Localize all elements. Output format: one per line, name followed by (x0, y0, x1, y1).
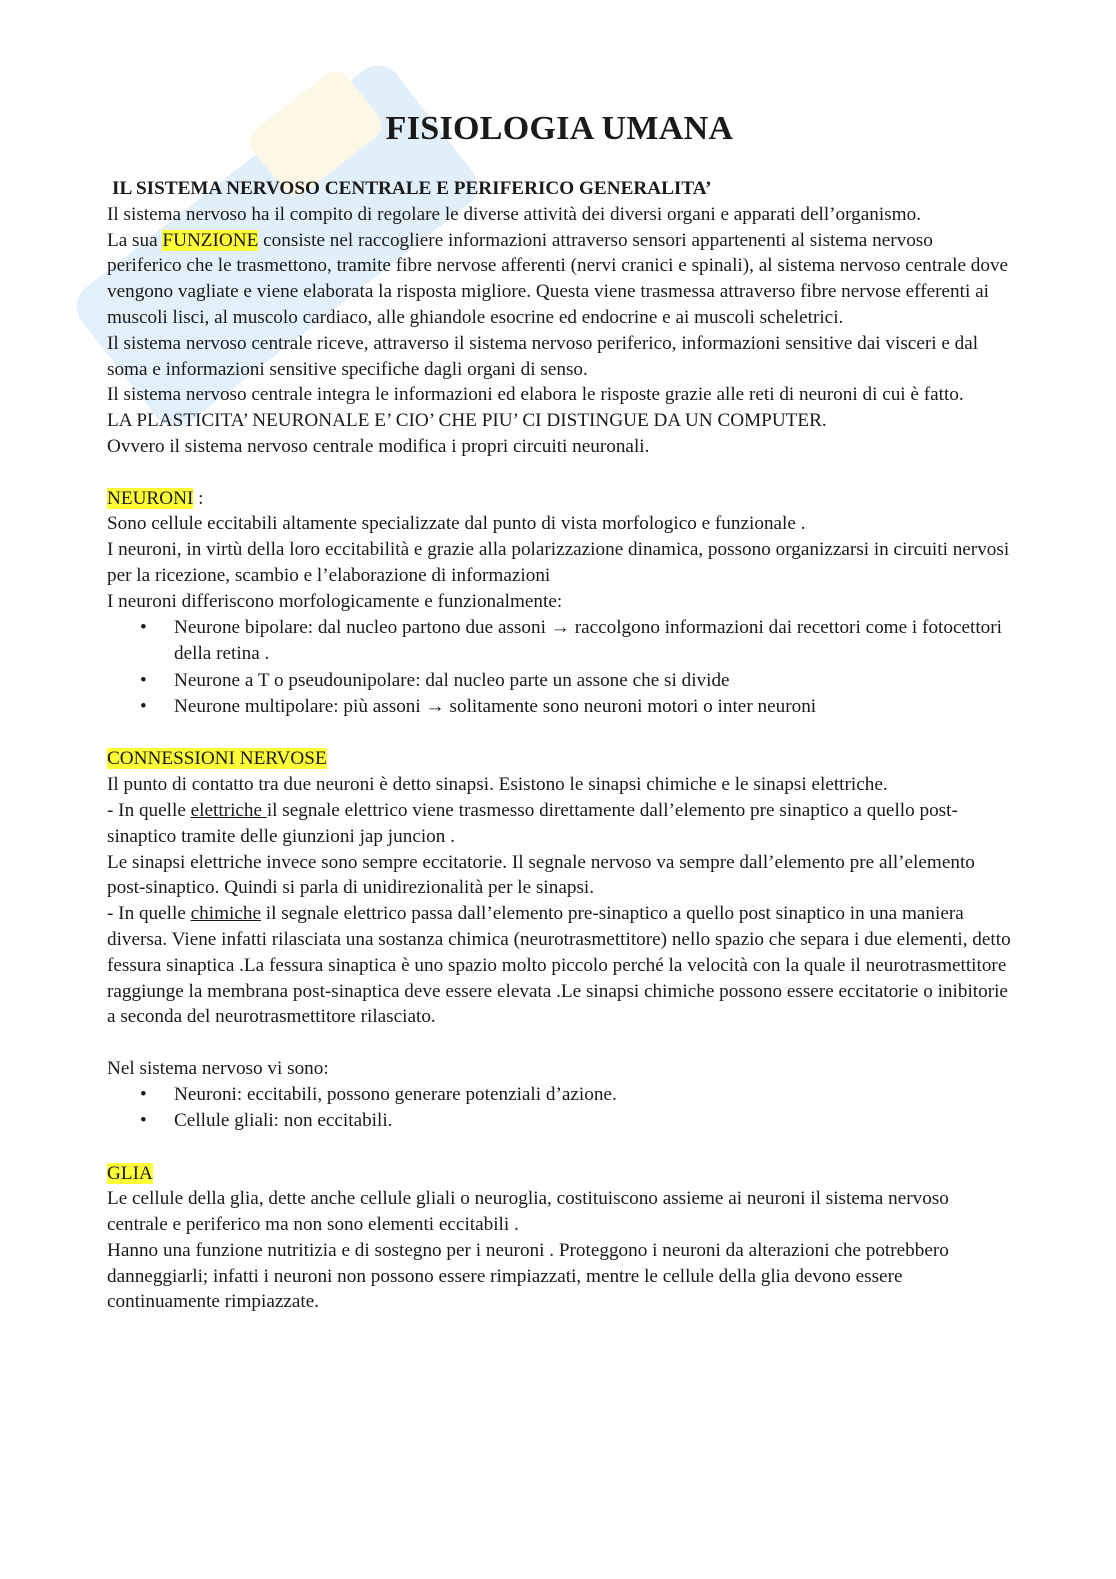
bullet-icon: • (140, 669, 147, 691)
bullet-icon: • (140, 1110, 147, 1132)
list-item: • Neurone multipolare: più assoni → solitamente sono neuroni motori o inter neuroni (107, 694, 1012, 721)
paragraph: Il punto di contatto tra due neuroni è detto sinapsi. Esistono le sinapsi chimiche e le sinapsi elettriche. (107, 774, 888, 796)
list-item: • Cellule gliali: non eccitabili. (107, 1108, 1012, 1135)
underline-elettriche: elettriche (190, 799, 267, 821)
bullet-icon: • (140, 616, 147, 638)
bullet-icon: • (140, 1083, 147, 1105)
paragraph: Ovvero il sistema nervoso centrale modifica i propri circuiti neuronali. (107, 435, 650, 457)
paragraph-chimiche: - In quelle chimiche il segnale elettrico passa dall’elemento pre-sinaptico a quello post sinaptico in una maniera diversa. Viene infatti rilasciata una sostanza chimica (neurotrasmettitore) nello spazio che separa i due elementi, detto fessura sinaptica .La fessura sinaptica è uno spazio molto piccolo perché la velocità con la quale il neurotrasmettitore raggiunge la membrana post-sinaptica deve essere elevata .Le sinapsi chimiche possono essere eccitatorie o inibitorie a seconda del neurotrasmettitore rilasciato. (107, 903, 1011, 1028)
list-item: • Neurone bipolare: dal nucleo partono due assoni → raccolgono informazioni dai recettori come i fotocettori della retina . (140, 616, 1002, 665)
paragraph-funzione: La sua FUNZIONE consiste nel raccogliere informazioni attraverso sensori appartenenti al sistema nervoso periferico che le trasmettono, tramite fibre nervose afferenti (nervi cranici e spinali), al sistema nervoso centrale dove vengono vagliate e viene elaborata la risposta migliore. Questa viene trasmessa attraverso fibre nervose efferenti ai muscoli lisci, al muscolo cardiaco, alle ghiandole esocrine ed endocrine e ai muscoli scheletrici. (107, 229, 1009, 328)
paragraph: Nel sistema nervoso vi sono: (107, 1057, 329, 1079)
paragraph: Sono cellule eccitabili altamente specializzate dal punto di vista morfologico e funzionale . (107, 513, 806, 535)
paragraph: Hanno una funzione nutritizia e di sostegno per i neuroni . Proteggono i neuroni da alterazioni che potrebbero danneggiarli; infatti i neuroni non possono essere rimpiazzati, mentre le cellule della glia devono essere continuamente rimpiazzate. (107, 1239, 949, 1313)
document-body (107, 176, 1012, 1315)
highlight-funzione: FUNZIONE (162, 229, 259, 251)
section-heading-generalita: IL SISTEMA NERVOSO CENTRALE E PERIFERICO GENERALITA’ (112, 178, 712, 199)
paragraph-elettriche: - In quelle elettriche il segnale elettrico viene trasmesso direttamente dall’elemento pre sinaptico a quello post-sinaptico tramite delle giunzioni jap juncion . (107, 799, 958, 847)
paragraph: I neuroni differiscono morfologicamente e funzionalmente: (107, 590, 563, 612)
paragraph: Il sistema nervoso ha il compito di regolare le diverse attività dei diversi organi e apparati dell’organismo. (107, 203, 921, 225)
paragraph: Il sistema nervoso centrale riceve, attraverso il sistema nervoso periferico, informazioni sensitive dai visceri e dal soma e informazioni sensitive specifiche dagli organi di senso. (107, 332, 979, 380)
cell-types-list (107, 1082, 1012, 1135)
neuron-types-list (107, 615, 1012, 721)
paragraph: Il sistema nervoso centrale integra le informazioni ed elabora le risposte grazie alle reti di neuroni di cui è fatto. (107, 384, 964, 406)
bullet-icon: • (140, 696, 147, 718)
highlight-neuroni: NEURONI (107, 487, 194, 509)
list-item: • Neurone a T o pseudounipolare: dal nucleo parte un assone che si divide (107, 668, 1012, 695)
paragraph: I neuroni, in virtù della loro eccitabilità e grazie alla polarizzazione dinamica, possono organizzarsi in circuiti nervosi per la ricezione, scambio e l’elaborazione di informazioni (107, 539, 1010, 586)
page-title: FISIOLOGIA UMANA (385, 110, 734, 147)
section-heading-connessioni (107, 746, 1012, 772)
underline-chimiche: chimiche (190, 903, 261, 925)
section-heading-glia (107, 1161, 1012, 1187)
section-heading-neuroni: NEURONI : (107, 487, 204, 509)
paragraph: Le cellule della glia, dette anche cellule gliali o neuroglia, costituiscono assieme ai neuroni il sistema nervoso centrale e periferico ma non sono elementi eccitabili . (107, 1188, 949, 1236)
paragraph-plasticita: LA PLASTICITA’ NEURONALE E’ CIO’ CHE PIU’ CI DISTINGUE DA UN COMPUTER. (107, 410, 827, 432)
highlight-connessioni: CONNESSIONI NERVOSE (107, 748, 327, 770)
paragraph: Le sinapsi elettriche invece sono sempre eccitatorie. Il segnale nervoso va sempre dall’elemento pre all’elemento post-sinaptico. Quindi si parla di unidirezionalità per le sinapsi. (107, 851, 975, 899)
list-item: • Neuroni: eccitabili, possono generare potenziali d’azione. (107, 1082, 1012, 1109)
highlight-glia: GLIA (107, 1162, 153, 1184)
